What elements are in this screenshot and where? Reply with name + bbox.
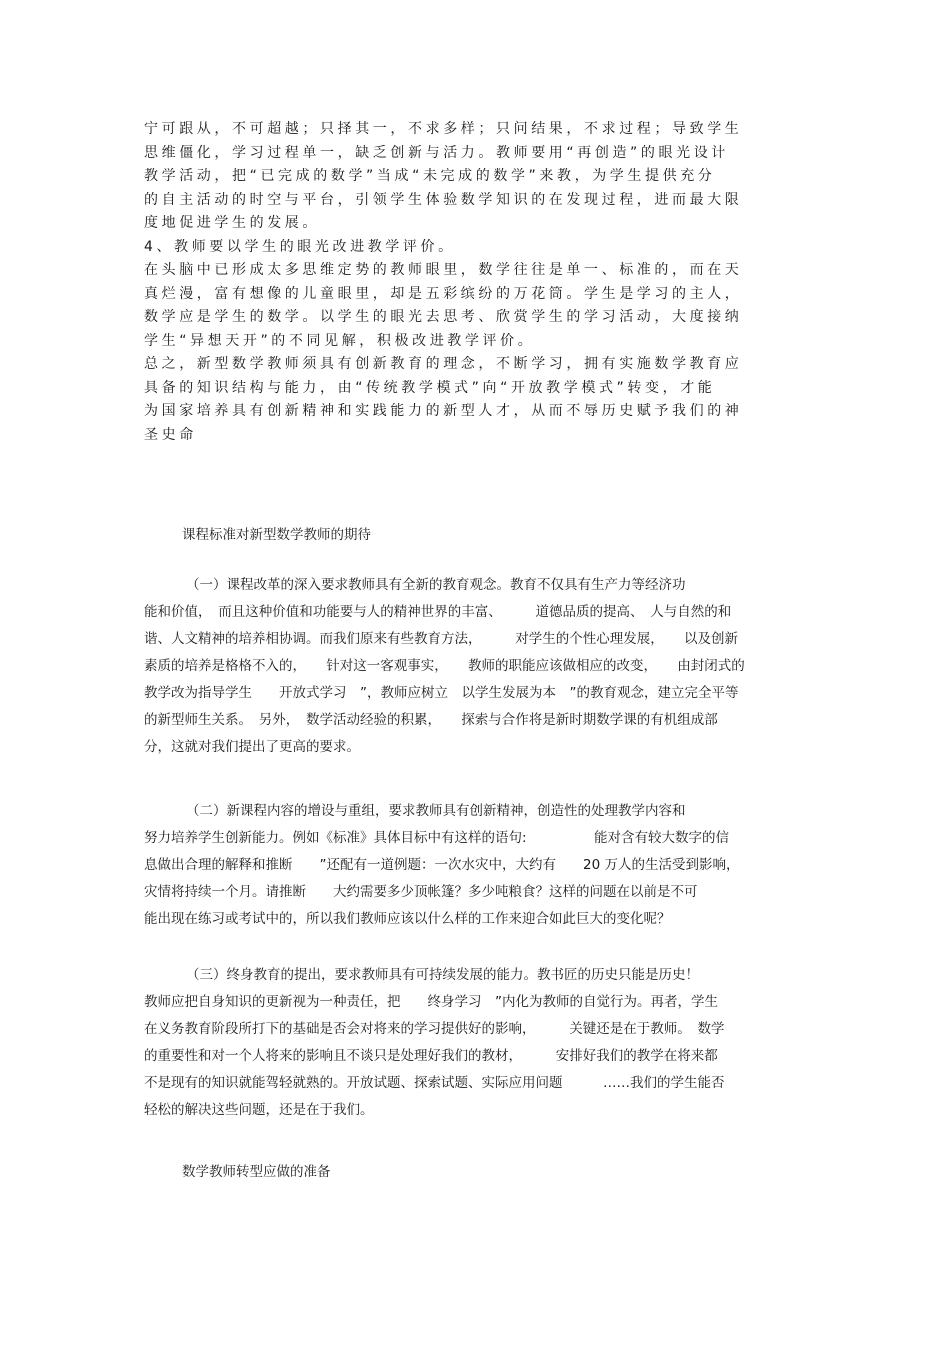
- section-top-text: [144, 118, 824, 447]
- text-line: 教师应把自身知识的更新视为一种责任，把 终身学习 ”内化为教师的自觉行为。再者，学生: [144, 994, 718, 1010]
- text-line: （二）新课程内容的增设与重组，要求教师具有创新精神，创造性的处理教学内容和: [186, 803, 686, 819]
- section-heading: 课程标准对新型数学教师的期待: [182, 527, 371, 543]
- text-line: 能出现在练习或考试中的，所以我们教师应该以什么样的工作来迎合如此巨大的变化呢？: [144, 911, 671, 927]
- text-line: 思维僵化，学习过程单一，缺乏创新与活力。教师要用“再创造”的眼光设计: [144, 144, 729, 161]
- text-line: 的自主活动的时空与平台，引领学生体验数学知识的在发现过程，进而最大限: [144, 191, 743, 208]
- text-line: 能和价值， 而且这种价值和功能要与人的精神世界的丰富、 道德品质的提高、 人与自然的和: [144, 604, 732, 620]
- text-line: 总之，新型数学教师须具有创新教育的理念，不断学习，拥有实施数学教育应: [144, 356, 743, 372]
- text-line: 教学改为指导学生 开放式学习 ”，教师应树立 以学生发展为本 ”的教育观念，建立完全平等: [144, 685, 739, 701]
- section-heading: 数学教师转型应做的准备: [182, 1164, 331, 1180]
- text-line: 谐、人文精神的培养相协调。而我们原来有些教育方法， 对学生的个性心理发展， 以及创新: [144, 631, 738, 647]
- text-line: 努力培养学生创新能力。例如《标准》具体目标中有这样的语句: 能对含有较大数字的信: [144, 830, 730, 846]
- text-line: 在义务教育阶段所打下的基础是否会对将来的学习提供好的影响， 关键还是在于教师。 数学: [144, 1021, 725, 1037]
- list-item-heading: 4、教师要以学生的眼光改进教学评价。: [144, 238, 456, 255]
- text-line: 在头脑中已形成太多思维定势的教师眼里，数学往往是单一、标准的，而在天: [144, 262, 743, 278]
- text-line: 的新型师生关系。 另外， 数学活动经验的积累， 探索与合作将是新时期数学课的有机组成部: [144, 712, 718, 728]
- text-line: 素质的培养是格格不入的， 针对这一客观事实， 教师的职能应该做相应的改变， 由封闭式的: [144, 658, 745, 674]
- paragraph-three: [144, 962, 834, 1124]
- text-line: 分，这就对我们提出了更高的要求。: [144, 739, 360, 755]
- text-line: 息做出合理的解释和推断 ”还配有一道例题：一次水灾中，大约有 20 万人的生活受到影响，: [144, 857, 740, 873]
- text-line: 灾情将持续一个月。请推断 大约需要多少顶帐篷？多少吨粮食？这样的问题在以前是不可: [144, 884, 698, 900]
- text-line: 不是现有的知识就能驾轻就熟的。开放试题、探索试题、实际应用问题 ……我们的学生能否: [144, 1075, 725, 1091]
- text-line: （三）终身教育的提出，要求教师具有可持续发展的能力。教书匠的历史只能是历史！: [186, 967, 699, 983]
- text-line: 具备的知识结构与能力，由“传统教学模式”向“开放教学模式”转变，才能: [144, 379, 716, 396]
- text-line: 轻松的解决这些问题，还是在于我们。: [144, 1102, 374, 1118]
- text-line: 圣史命: [144, 426, 197, 443]
- text-line: 数学应是学生的数学。以学生的眼光去思考、欣赏学生的学习活动，大度接纳: [144, 309, 743, 325]
- text-line: 教学活动，把“已完成的数学”当成“未完成的数学”来教，为学生提供充分: [144, 168, 716, 184]
- paragraph-two: [144, 798, 834, 933]
- text-line: 的重要性和对一个人将来的影响且不谈只是处理好我们的教材， 安排好我们的教学在将来都: [144, 1048, 718, 1064]
- text-line: 为国家培养具有创新精神和实践能力的新型人才，从而不辱历史赋予我们的神: [144, 403, 743, 419]
- text-line: （一）课程改革的深入要求教师具有全新的教育观念。教育不仅具有生产力等经济功: [186, 577, 686, 593]
- text-line: 学生“异想天开”的不同见解，积极改进教学评价。: [144, 332, 536, 349]
- text-line: 度地促进学生的发展。: [144, 215, 320, 231]
- paragraph-one: [144, 572, 834, 761]
- text-line: 真烂漫，富有想像的儿童眼里，却是五彩缤纷的万花筒。学生是学习的主人，: [144, 285, 743, 302]
- text-line: 宁可跟从，不可超越；只择其一，不求多样；只问结果，不求过程；导致学生: [144, 121, 743, 137]
